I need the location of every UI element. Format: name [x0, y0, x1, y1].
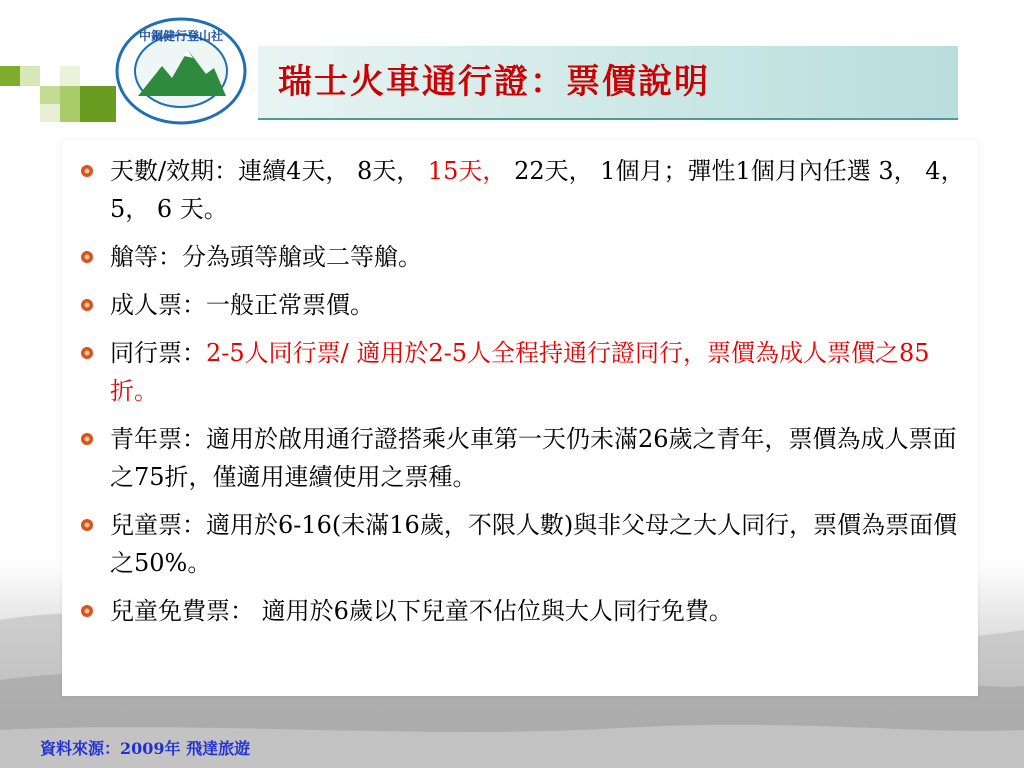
bullet-list [80, 152, 970, 640]
bullet-text: 2-5人同行票/ 適用於2-5人全程持通行證同行，票價為成人票價之85折。 [110, 339, 930, 405]
deco-square [40, 86, 60, 106]
deco-square [80, 86, 116, 122]
flower-bullet-icon [80, 432, 94, 446]
flower-bullet-icon [80, 518, 94, 532]
bullet-text: 青年票：適用於啟用通行證搭乘火車第一天仍未滿26歲之青年，票價為成人票面之75折，僅適用連續使用之票種。 [110, 425, 957, 491]
bullet-text: 艙等：分為頭等艙或二等艙。 [110, 243, 422, 271]
content-panel [62, 140, 978, 696]
bullet-text: 兒童票：適用於6-16(未滿16歲，不限人數)與非父母之大人同行，票價為票面價之50%。 [110, 511, 958, 577]
bullet-text: 天數/效期：連續4天， 8天， [110, 157, 428, 185]
deco-square [40, 104, 60, 122]
bullet-item [80, 334, 970, 410]
logo-text: 中鋼健行登山社 [138, 29, 224, 43]
page-title: 瑞士火車通行證：票價說明 [278, 62, 710, 102]
bullet-text: 成人票：一般正常票價。 [110, 291, 374, 319]
bullet-item [80, 152, 970, 228]
bullet-item [80, 420, 970, 496]
flower-bullet-icon [80, 250, 94, 264]
flower-bullet-icon [80, 346, 94, 360]
source-note: 資料來源：2009年 飛達旅遊 [40, 739, 251, 758]
club-logo [114, 16, 248, 126]
flower-bullet-icon [80, 164, 94, 178]
flower-bullet-icon [80, 298, 94, 312]
deco-square [60, 86, 80, 122]
bullet-item [80, 592, 970, 630]
bullet-text: 22天， 1個月；彈性1個月內任選 3， 4， 5， 6 天。 [110, 157, 965, 223]
bullet-item [80, 286, 970, 324]
bullet-text: 同行票： [110, 339, 206, 367]
deco-square [60, 66, 80, 86]
bullet-text: 兒童免費票： 適用於6歲以下兒童不佔位與大人同行免費。 [110, 597, 733, 625]
deco-square [0, 66, 20, 86]
flower-bullet-icon [80, 604, 94, 618]
deco-square [20, 66, 40, 86]
bullet-item [80, 238, 970, 276]
bullet-item [80, 506, 970, 582]
bullet-text: 15天， [427, 157, 507, 185]
